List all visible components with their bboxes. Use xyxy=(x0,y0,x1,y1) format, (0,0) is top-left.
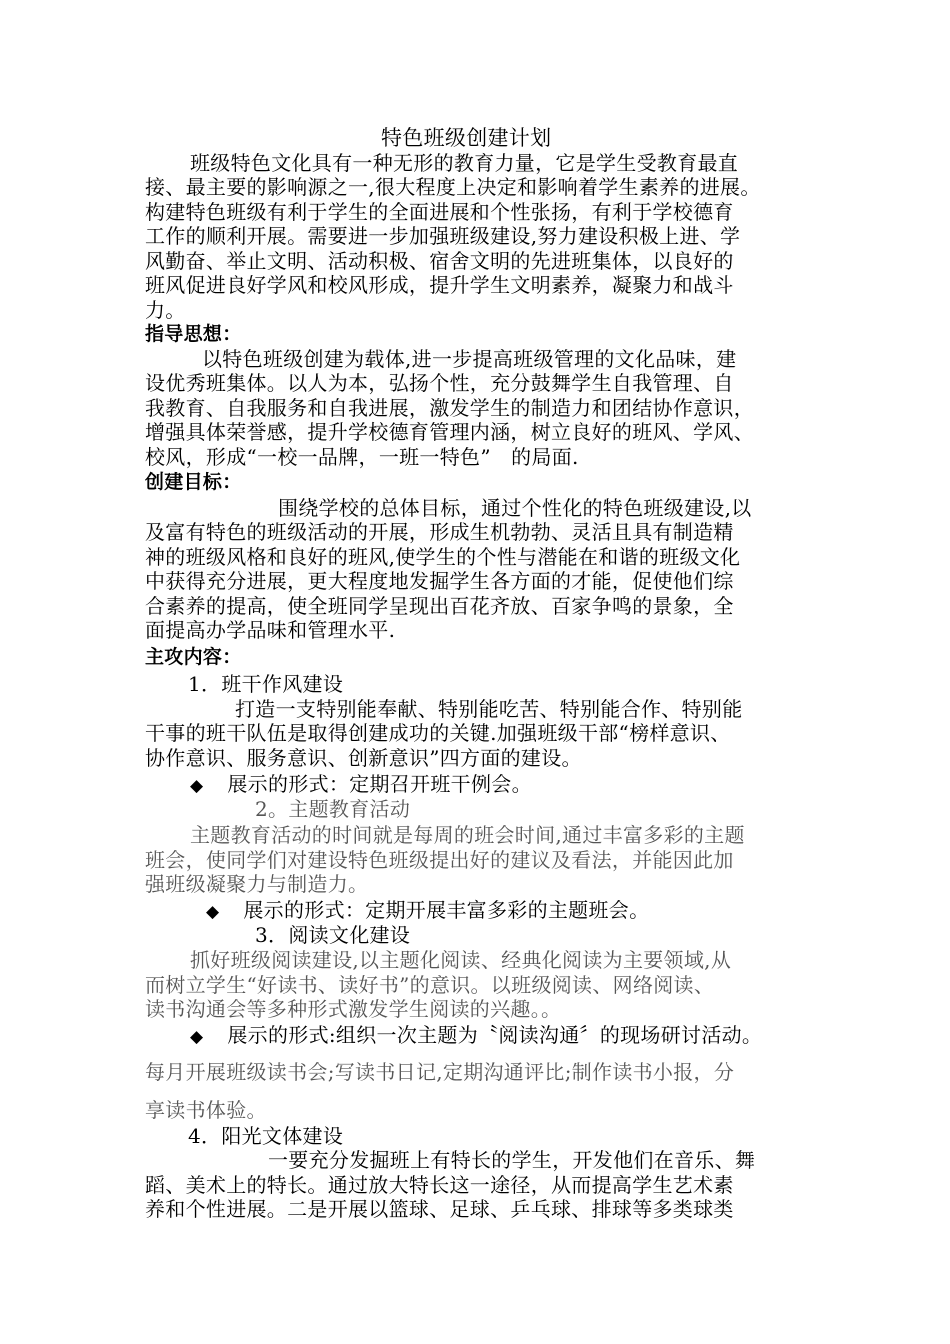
subsection-line: 打造一支特别能奉献、特别能吃苦、特别能合作、特别能 xyxy=(235,697,743,721)
subsection-line: 班会，使同学们对建设特色班级提出好的建议及看法，并能因此加 xyxy=(145,848,734,872)
subsection-title: 1．班干作风建设 xyxy=(188,672,344,696)
bullet-line xyxy=(190,1023,762,1049)
subsection-title: 3．阅读文化建设 xyxy=(255,923,411,947)
page-title: 特色班级创建计划 xyxy=(381,126,552,150)
subsection-extra-line: 每月开展班级读书会;写读书日记,定期沟通评比;制作读书小报，分 xyxy=(145,1060,735,1084)
subsection-line: 强班级凝聚力与制造力。 xyxy=(145,872,369,896)
guiding-line: 增强具体荣誉感，提升学校德育管理内涵，树立良好的班风、学风、 xyxy=(145,420,754,444)
goal-line: 面提高办学品味和管理水平. xyxy=(145,618,396,642)
diamond-bullet-icon: ◆ xyxy=(190,1027,204,1047)
intro-line: 班级特色文化具有一种无形的教育力量，它是学生受教育最直 xyxy=(190,151,739,175)
subsection-title: 2。主题教育活动 xyxy=(255,797,411,821)
goal-line: 围绕学校的总体目标，通过个性化的特色班级建设,以 xyxy=(278,496,752,520)
intro-line: 风勤奋、举止文明、活动积极、宿舍文明的先进班集体，以良好的 xyxy=(145,249,734,273)
guiding-line: 我教育、自我服务和自我进展，激发学生的制造力和团结协作意识， xyxy=(145,396,754,420)
subsection-line: 养和个性进展。二是开展以篮球、足球、乒乓球、排球等多类球类 xyxy=(145,1197,734,1221)
bullet-line xyxy=(190,772,532,798)
bullet-text: 展示的形式：定期召开班干例会。 xyxy=(227,772,532,796)
bullet-text: 展示的形式:组织一次主题为〝阅读沟通〞的现场研讨活动。 xyxy=(227,1023,763,1047)
bullet-line xyxy=(206,898,649,924)
goal-line: 中获得充分进展，更大程度地发掘学生各方面的才能，促使他们综 xyxy=(145,569,734,593)
guiding-line: 以特色班级创建为载体,进一步提高班级管理的文化品味，建 xyxy=(202,347,737,371)
subsection-line: 协作意识、服务意识、创新意识”四方面的建设。 xyxy=(145,746,582,770)
subsection-line: 主题教育活动的时间就是每周的班会时间,通过丰富多彩的主题 xyxy=(190,823,745,847)
subsection-line: 而树立学生“好读书、读好书”的意识。以班级阅读、网络阅读、 xyxy=(145,973,715,997)
goal-line: 神的班级风格和良好的班风,使学生的个性与潜能在和谐的班级文化 xyxy=(145,545,741,569)
section-heading-guiding: 指导思想： xyxy=(145,323,242,345)
guiding-line: 设优秀班集体。以人为本，弘扬个性，充分鼓舞学生自我管理、自 xyxy=(145,371,734,395)
diamond-bullet-icon: ◆ xyxy=(190,776,204,796)
section-heading-goal: 创建目标： xyxy=(145,471,242,493)
intro-line: 接、最主要的影响源之一,很大程度上决定和影响着学生素养的进展。 xyxy=(145,175,761,199)
subsection-line: 读书沟通会等多种形式激发学生阅读的兴趣。。 xyxy=(145,997,562,1021)
intro-line: 班风促进良好学风和校风形成，提升学生文明素养，凝聚力和战斗 xyxy=(145,273,734,297)
section-heading-content: 主攻内容： xyxy=(145,646,242,668)
goal-line: 合素养的提高，使全班同学呈现出百花齐放、百家争鸣的景象，全 xyxy=(145,594,734,618)
guiding-line: 校风，形成“一校一品牌，一班一特色” 的局面. xyxy=(145,445,579,469)
intro-line: 工作的顺利开展。需要进一步加强班级建设,努力建设积极上进、学 xyxy=(145,224,741,248)
subsection-title: 4．阳光文体建设 xyxy=(188,1124,344,1148)
subsection-line: 抓好班级阅读建设,以主题化阅读、经典化阅读为主要领域,从 xyxy=(190,948,732,972)
subsection-line: 干事的班干队伍是取得创建成功的关键.加强班级干部“榜样意识、 xyxy=(145,721,731,745)
subsection-line: 蹈、美术上的特长。通过放大特长这一途径，从而提高学生艺术素 xyxy=(145,1173,734,1197)
goal-line: 及富有特色的班级活动的开展，形成生机勃勃、灵活且具有制造精 xyxy=(145,520,734,544)
bullet-text: 展示的形式：定期开展丰富多彩的主题班会。 xyxy=(243,898,650,922)
subsection-extra-line: 享读书体验。 xyxy=(145,1098,267,1122)
diamond-bullet-icon: ◆ xyxy=(206,902,220,922)
intro-line: 构建特色班级有利于学生的全面进展和个性张扬，有利于学校德育 xyxy=(145,200,734,224)
subsection-line: 一要充分发掘班上有特长的学生，开发他们在音乐、舞 xyxy=(268,1148,756,1172)
intro-line: 力。 xyxy=(145,298,186,322)
